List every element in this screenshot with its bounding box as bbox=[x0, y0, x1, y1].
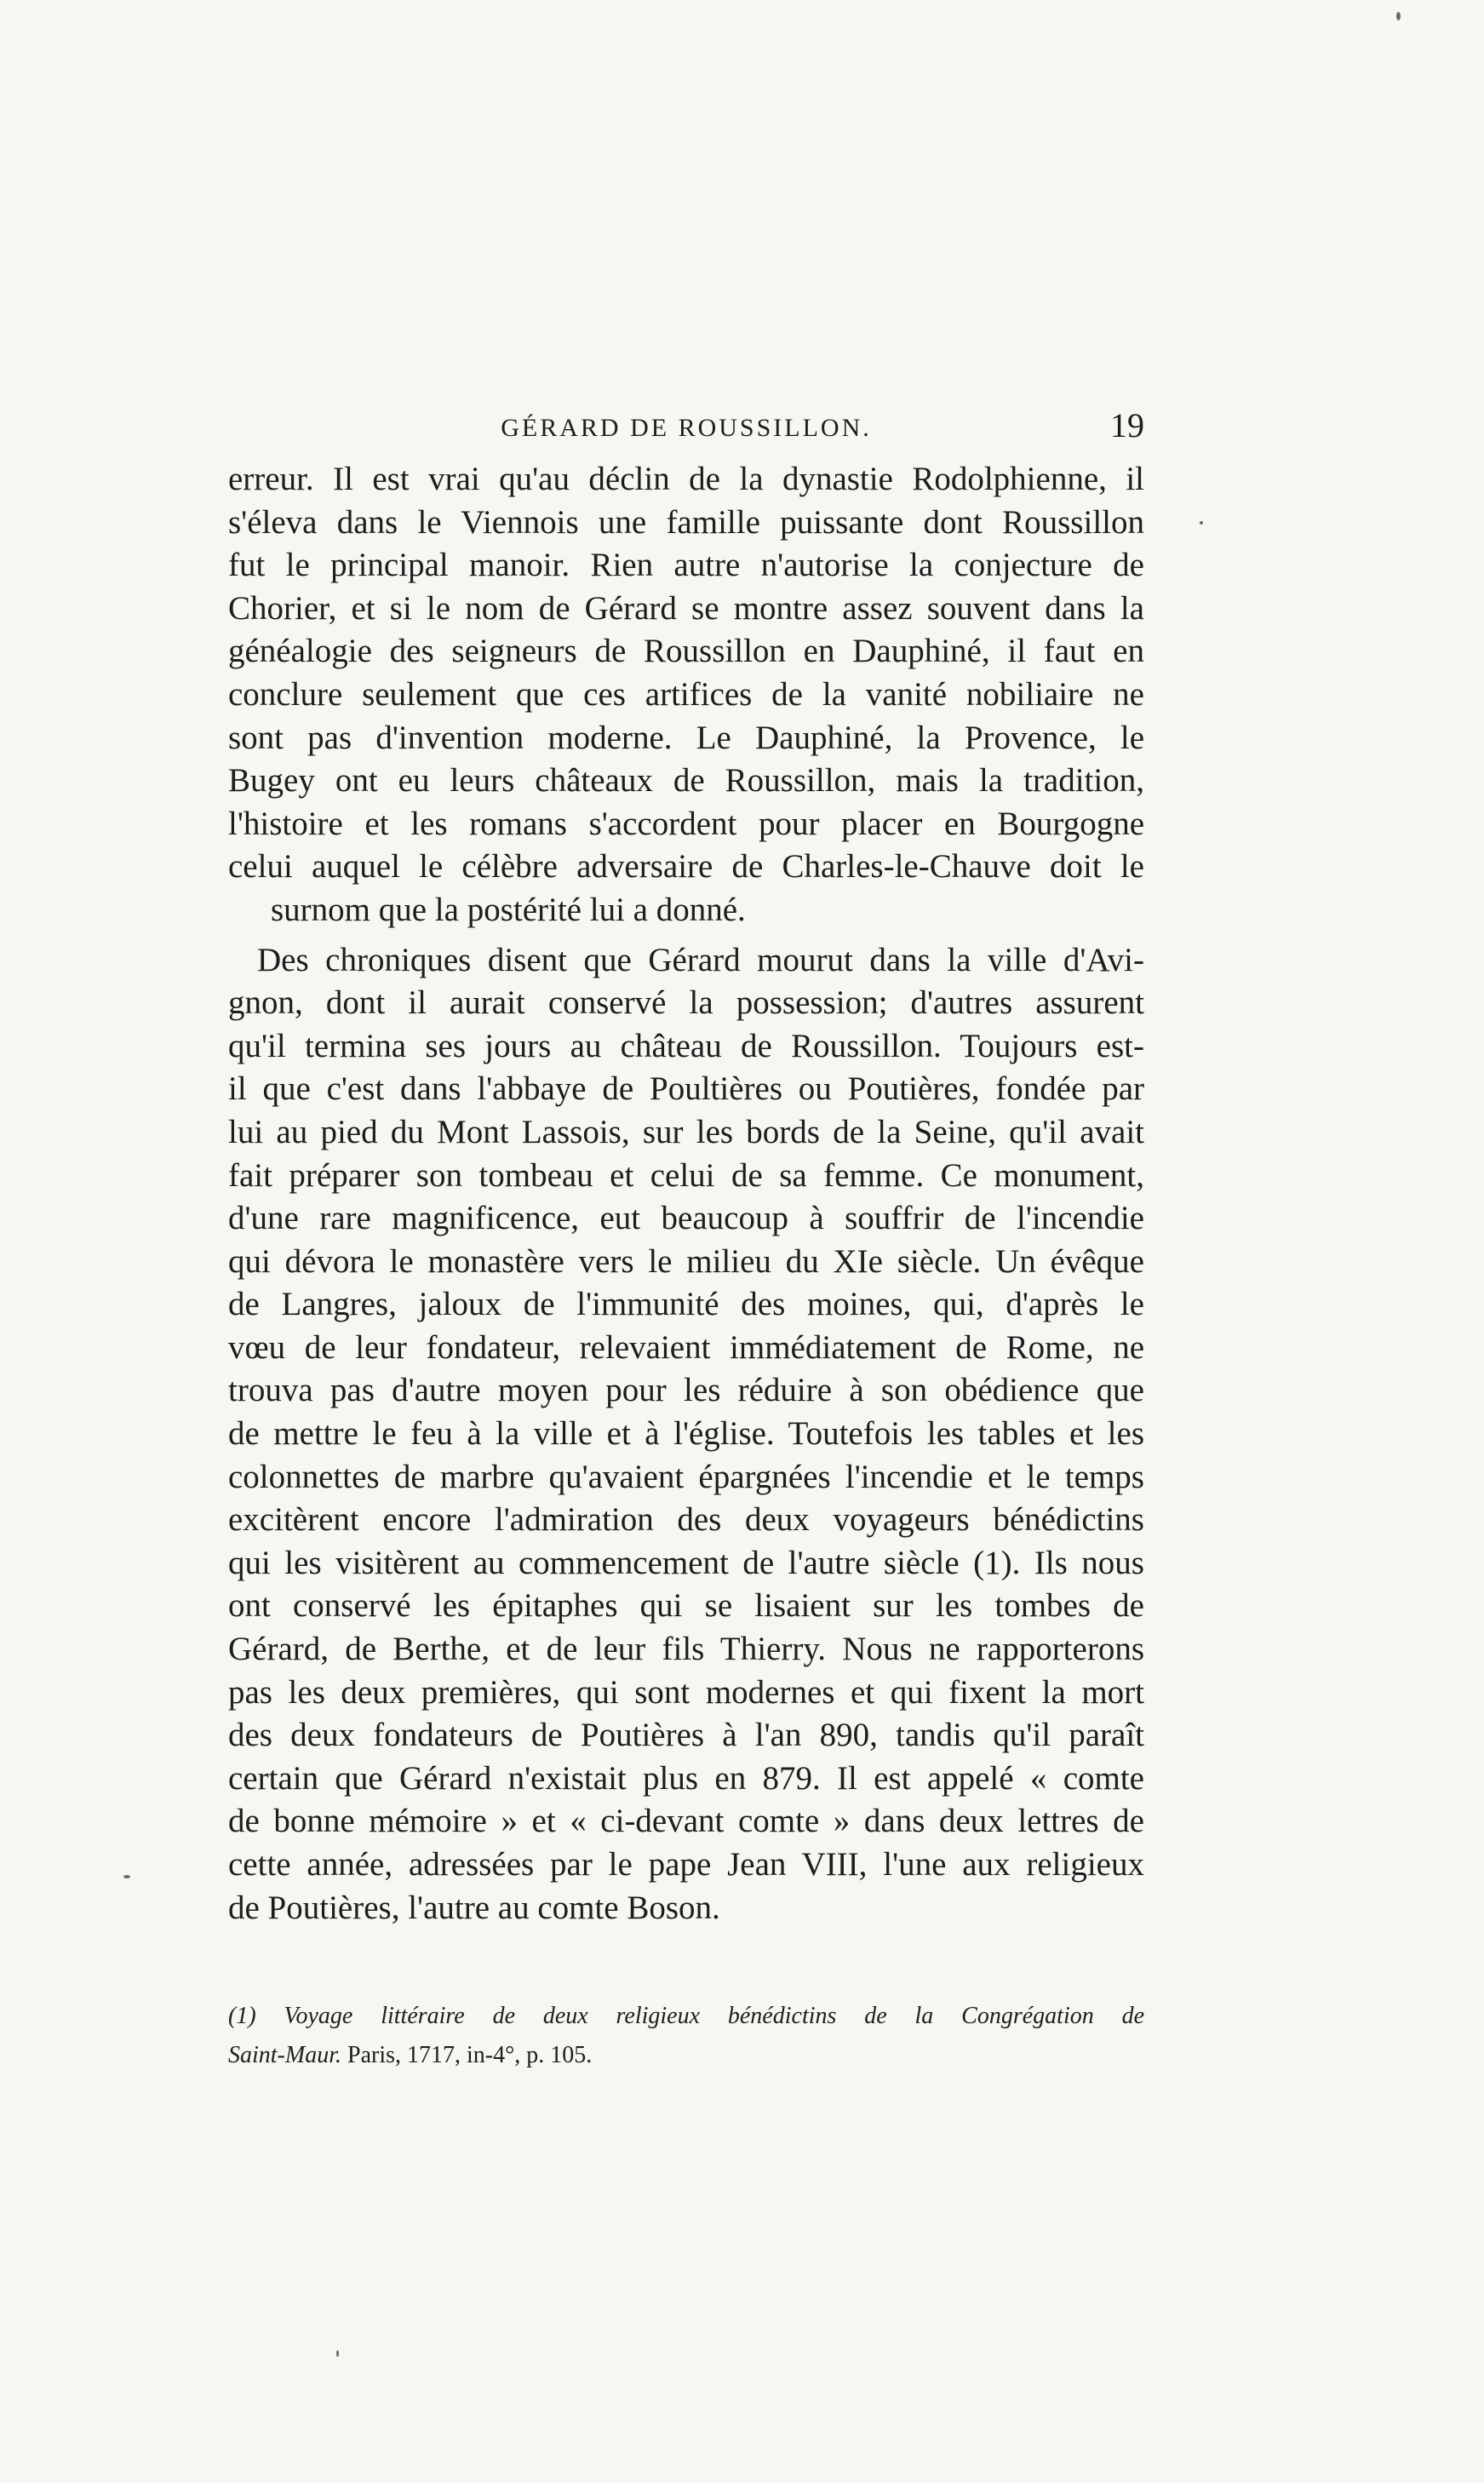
scan-speck bbox=[336, 2350, 339, 2357]
text-line: qui les visitèrent au commencement de l'autre siècle (1). Ils nous bbox=[228, 1544, 1144, 1581]
text-line: certain que Gérard n'existait plus en 879. Il est appelé « comte bbox=[228, 1759, 1144, 1797]
text-line: qu'il termina ses jours au château de Roussillon. Toujours est- bbox=[228, 1027, 1144, 1064]
text-line: Des chroniques disent que Gérard mourut dans la ville d'Avi- bbox=[257, 941, 1144, 978]
running-title: GÉRARD DE ROUSSILLON. bbox=[501, 414, 872, 442]
text-line: Gérard, de Berthe, et de leur fils Thierry. Nous ne rapporterons bbox=[228, 1631, 1144, 1668]
text-line: trouva pas d'autre moyen pour les réduire à son obédience que bbox=[228, 1372, 1144, 1409]
footnote-publication: Paris, 1717, in-4°, p. 105. bbox=[341, 2042, 593, 2068]
scan-speck bbox=[1200, 521, 1203, 525]
footnote-series-title: Saint-Maur. bbox=[228, 2042, 341, 2068]
text-line: fut le principal manoir. Rien autre n'autorise la conjecture de bbox=[228, 547, 1144, 584]
footnote-line bbox=[228, 2036, 1144, 2075]
text-line: Bugey ont eu leurs châteaux de Roussillon, mais la tradition, bbox=[228, 762, 1144, 800]
text-line: vœu de leur fondateur, relevaient immédiatement de Rome, ne bbox=[228, 1328, 1144, 1366]
text-line: ont conservé les épitaphes qui se lisaient sur les tombes de bbox=[228, 1587, 1144, 1625]
text-line: il que c'est dans l'abbaye de Poultières ou Poutières, fondée par bbox=[228, 1070, 1144, 1108]
text-line: généalogie des seigneurs de Roussillon en Dauphiné, il faut en bbox=[228, 633, 1144, 670]
text-line: erreur. Il est vrai qu'au déclin de la dynastie Rodolphienne, il bbox=[228, 461, 1144, 497]
body-text bbox=[228, 458, 1144, 1930]
text-line: de Poutières, l'autre au comte Boson. bbox=[228, 1889, 720, 1926]
text-line: des deux fondateurs de Poutières à l'an 890, tandis qu'il paraît bbox=[228, 1717, 1144, 1754]
text-line: gnon, dont il aurait conservé la possession; d'autres assurent bbox=[228, 984, 1144, 1022]
text-line: surnom que la postérité lui a donné. bbox=[271, 891, 746, 928]
footnote-line: (1) Voyage littéraire de deux religieux bénédictins de la Congrégation de bbox=[228, 2003, 1144, 2029]
text-line: de bonne mémoire » et « ci-devant comte » dans deux lettres de bbox=[228, 1803, 1144, 1840]
text-line: d'une rare magnificence, eut beaucoup à souffrir de l'incendie bbox=[228, 1200, 1144, 1237]
text-line: qui dévora le monastère vers le milieu du XIe siècle. Un évêque bbox=[228, 1242, 1144, 1280]
text-line: conclure seulement que ces artifices de la vanité nobiliaire ne bbox=[228, 675, 1144, 713]
scan-speck bbox=[123, 1875, 130, 1878]
text-line: fait préparer son tombeau et celui de sa femme. Ce monument, bbox=[228, 1156, 1144, 1194]
text-line: de Langres, jaloux de l'immunité des moines, qui, d'après le bbox=[228, 1286, 1144, 1323]
text-line: colonnettes de marbre qu'avaient épargnées l'incendie et le temps bbox=[228, 1458, 1144, 1495]
text-line: de mettre le feu à la ville et à l'église. Toutefois les tables et les bbox=[228, 1415, 1144, 1453]
text-line: s'éleva dans le Viennois une famille puissante dont Roussillon bbox=[228, 503, 1144, 541]
footnote bbox=[228, 1997, 1144, 2075]
text-line: cette année, adressées par le pape Jean VIII, l'une aux religieux bbox=[228, 1846, 1144, 1883]
running-header bbox=[228, 405, 1144, 456]
text-line: excitèrent encore l'admiration des deux voyageurs bénédictins bbox=[228, 1501, 1144, 1539]
text-line: l'histoire et les romans s'accordent pour placer en Bourgogne bbox=[228, 805, 1144, 842]
text-line: pas les deux premières, qui sont modernes et qui fixent la mort bbox=[228, 1673, 1144, 1711]
text-line: celui auquel le célèbre adversaire de Charles-le-Chauve doit le bbox=[228, 848, 1144, 886]
scan-speck bbox=[1396, 12, 1401, 20]
text-line: lui au pied du Mont Lassois, sur les bords de la Seine, qu'il avait bbox=[228, 1113, 1144, 1150]
page-number: 19 bbox=[1110, 406, 1144, 444]
text-line: sont pas d'invention moderne. Le Dauphiné, la Provence, le bbox=[228, 719, 1144, 756]
text-line: Chorier, et si le nom de Gérard se montre assez souvent dans la bbox=[228, 589, 1144, 627]
